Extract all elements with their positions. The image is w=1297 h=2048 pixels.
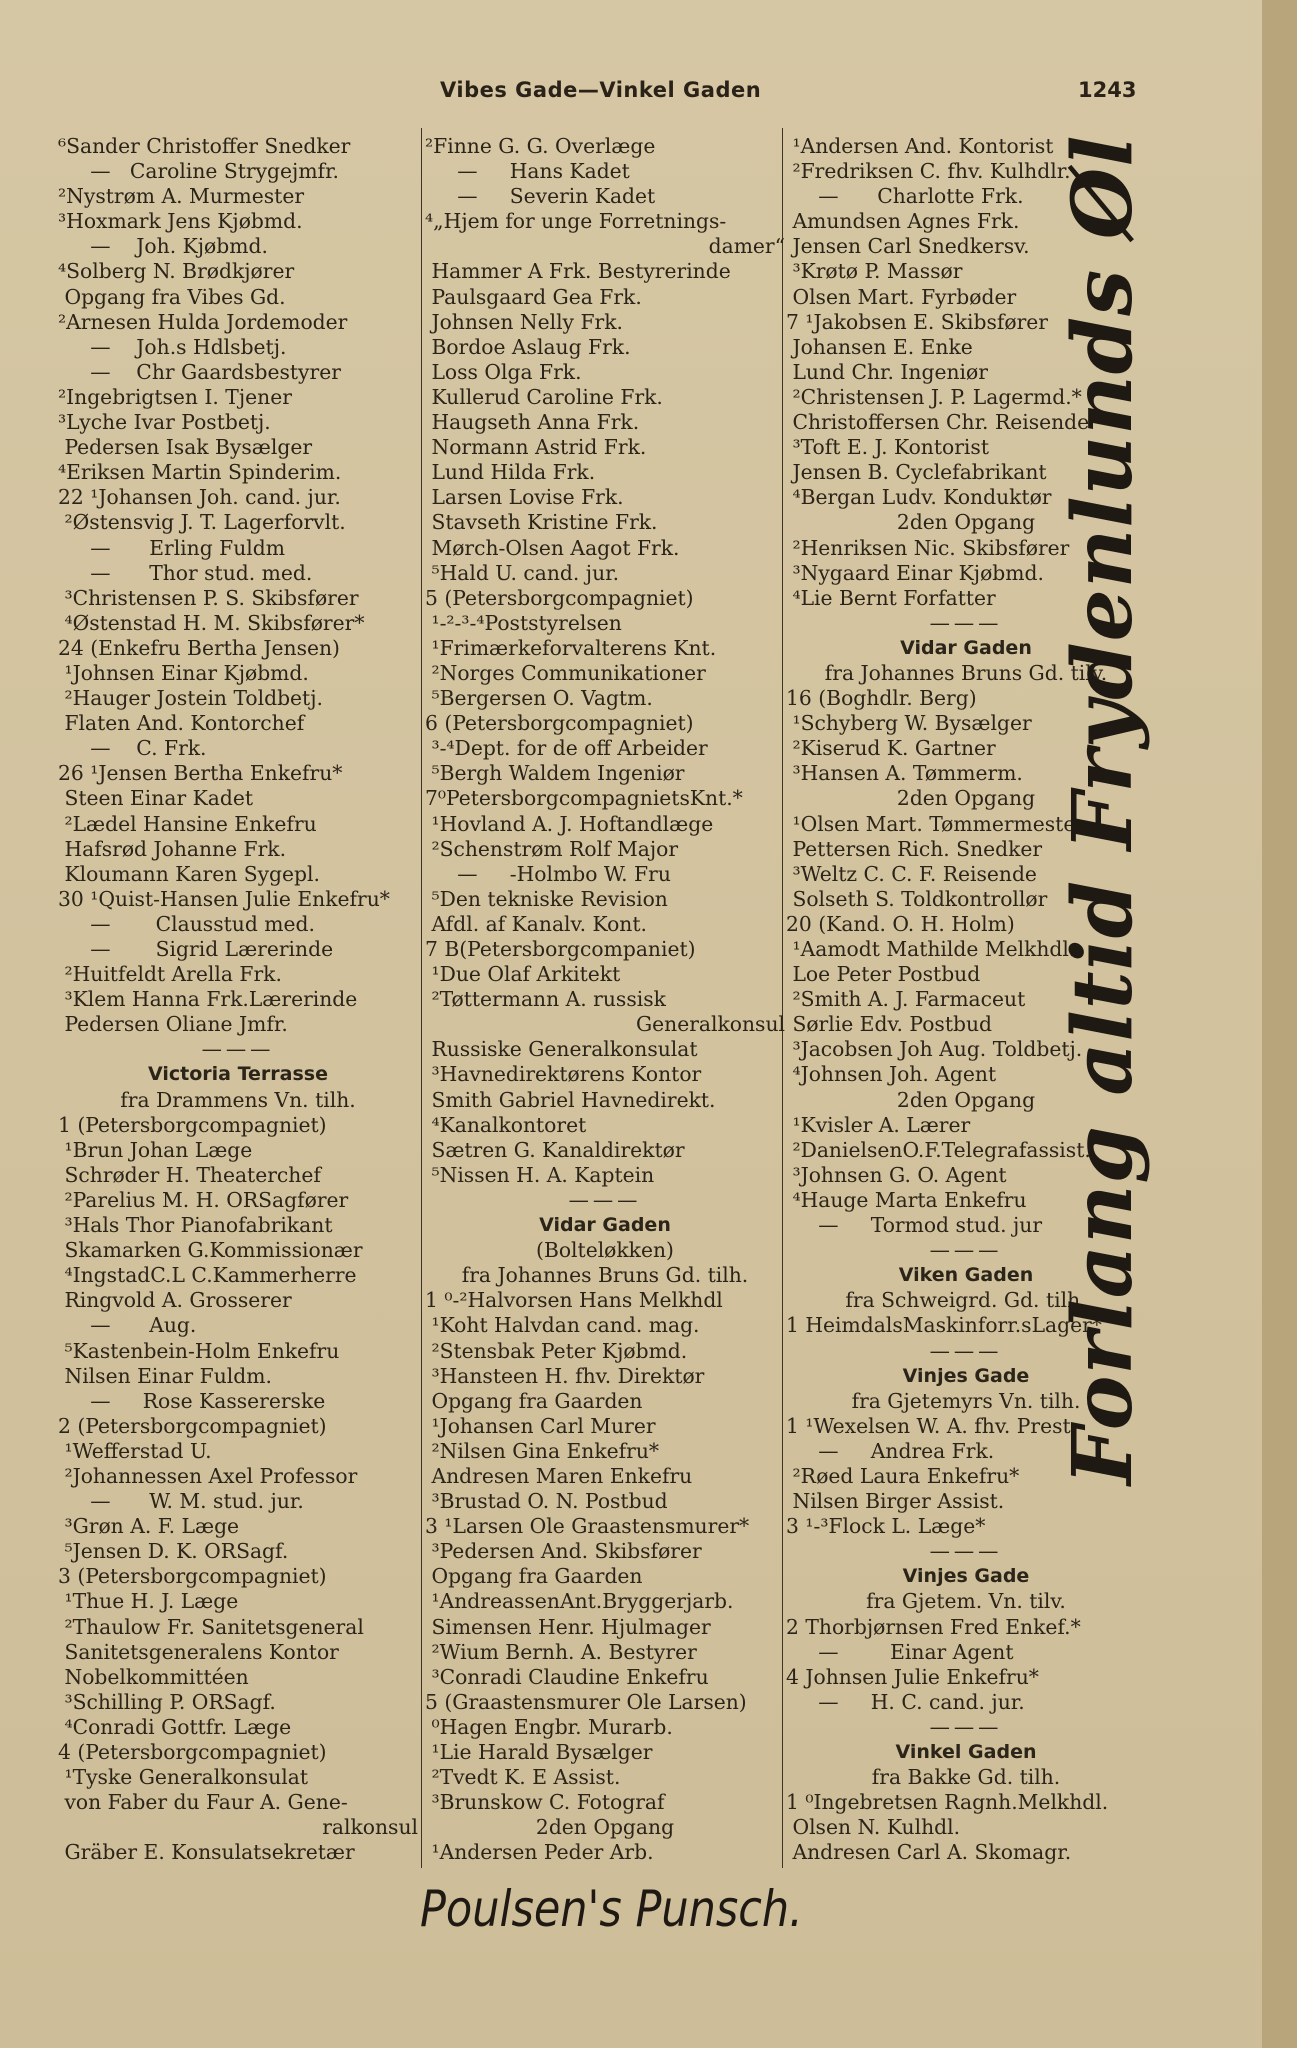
directory-entry: 7 B(Petersborgcompaniet)	[425, 937, 696, 961]
directory-entry: ²Thaulow Fr. Sanitetsgeneral	[58, 1614, 364, 1639]
directory-entry: ⁴Bergan Ludv. Konduktør	[786, 485, 1052, 510]
directory-entry: Loss Olga Frk.	[425, 359, 582, 384]
directory-entry: — Aug.	[58, 1313, 197, 1338]
directory-entry: ²Nystrøm A. Murmester	[58, 184, 305, 209]
directory-entry: ³Klem Hanna Frk.Lærerinde	[58, 987, 358, 1012]
directory-entry: 1 (Petersborgcompagniet)	[58, 1112, 327, 1137]
directory-entry: ⁴Solberg N. Brødkjører	[58, 259, 295, 284]
directory-entry: ³Hansen A. Tømmerm.	[786, 761, 1023, 786]
directory-entry: ²Lædel Hansine Enkefru	[58, 811, 317, 836]
street-heading: Viken Gaden	[898, 1264, 1034, 1287]
directory-entry: Sætren G. Kanaldirektør	[425, 1137, 685, 1162]
directory-entry: Flaten And. Kontorchef	[58, 711, 305, 736]
directory-entry: Mørch-Olsen Aagot Frk.	[425, 535, 680, 560]
directory-entry: Kullerud Caroline Frk.	[425, 384, 663, 409]
directory-entry: Andresen Maren Enkefru	[425, 1463, 693, 1488]
directory-entry: ²Nilsen Gina Enkefru*	[425, 1438, 660, 1463]
directory-entry: 5 (Graastensmurer Ole Larsen)	[425, 1689, 747, 1714]
column-divider	[421, 128, 422, 1868]
directory-entry: ¹Lie Harald Bysælger	[425, 1740, 653, 1764]
section-separator: ———	[929, 1539, 1003, 1564]
directory-entry: 22 ¹Johansen Joh. cand. jur.	[58, 485, 341, 510]
directory-entry: ¹Frimærkeforvalterens Knt.	[425, 635, 717, 660]
directory-entry: ³Johnsen G. O. Agent	[786, 1162, 1007, 1187]
directory-entry: — Caroline Strygejmfr.	[58, 159, 339, 184]
directory-entry: 30 ¹Quist-Hansen Julie Enkefru*	[58, 886, 390, 911]
street-heading: Vinkel Gaden	[895, 1741, 1037, 1763]
directory-entry: 20 (Kand. O. H. Holm)	[786, 911, 1015, 936]
directory-entry: 16 (Boghdlr. Berg)	[786, 686, 977, 711]
directory-entry: — Rose Kassererske	[58, 1388, 326, 1413]
directory-entry: 2 (Petersborgcompagniet)	[58, 1413, 327, 1438]
directory-entry: Russiske Generalkonsulat	[425, 1037, 698, 1062]
directory-entry: ²Hauger Jostein Toldbetj.	[58, 686, 323, 711]
directory-entry: Loe Peter Postbud	[786, 962, 981, 987]
directory-entry: fra Drammens Vn. tilh.	[120, 1087, 356, 1112]
directory-entry: Lund Hilda Frk.	[425, 460, 596, 485]
directory-entry: ¹Johansen Carl Murer	[425, 1413, 656, 1438]
directory-entry: Nilsen Birger Assist.	[786, 1489, 1005, 1514]
directory-entry: Johnsen Nelly Frk.	[425, 309, 623, 334]
directory-entry: ²Kiserud K. Gartner	[786, 736, 996, 761]
directory-entry: 1 ¹Wexelsen W. A. fhv. Prest	[786, 1413, 1071, 1438]
directory-entry: ¹Schyberg W. Bysælger	[786, 711, 1032, 736]
directory-column-1	[58, 134, 418, 1865]
directory-entry: ³Krøtø P. Massør	[786, 259, 963, 284]
directory-entry: ³Weltz C. C. F. Reisende	[786, 861, 1037, 886]
directory-entry: ³Schilling P. ORSagf.	[58, 1689, 276, 1714]
directory-entry: ⁴Lie Bernt Forfatter	[786, 585, 996, 610]
directory-entry: ¹Brun Johan Læge	[58, 1137, 253, 1162]
section-separator: ———	[929, 1714, 1003, 1739]
directory-entry: ¹Koht Halvdan cand. mag.	[425, 1313, 700, 1338]
directory-entry: ⁵Bergersen O. Vagtm.	[425, 686, 653, 711]
directory-entry: — Joh.s Hdlsbetj.	[58, 334, 287, 359]
directory-entry: fra Johannes Bruns Gd. tilv.	[824, 660, 1108, 685]
section-separator: ———	[201, 1037, 275, 1062]
directory-entry: 1 ⁰Ingebretsen Ragnh.Melkhdl.	[786, 1790, 1109, 1815]
directory-entry: 3 ¹-³Flock L. Læge*	[786, 1514, 986, 1539]
directory-column-2	[425, 134, 785, 1865]
directory-entry: ³Toft E. J. Kontorist	[786, 435, 989, 460]
directory-entry: Opgang fra Vibes Gd.	[58, 284, 286, 309]
directory-entry: — Erling Fuldm	[58, 535, 285, 560]
directory-entry: ⁵Nissen H. A. Kaptein	[425, 1162, 655, 1187]
directory-entry: Olsen Mart. Fyrbøder	[786, 284, 1017, 309]
directory-entry: — -Holmbo W. Fru	[425, 861, 671, 886]
directory-entry: Pettersen Rich. Snedker	[786, 836, 1043, 861]
bottom-advertisement: Poulsen's Punsch.	[420, 1880, 803, 1938]
street-heading: Victoria Terrasse	[148, 1063, 328, 1086]
directory-entry: Amundsen Agnes Frk.	[786, 209, 1020, 234]
directory-entry: — Sigrid Lærerinde	[58, 937, 334, 961]
directory-entry: ⁵Hald U. cand. jur.	[425, 560, 620, 585]
directory-entry: 26 ¹Jensen Bertha Enkefru*	[58, 761, 343, 786]
directory-entry: Lund Chr. Ingeniør	[786, 359, 988, 384]
directory-entry: fra Gjetemyrs Vn. tilh.	[851, 1388, 1081, 1413]
directory-entry: Olsen N. Kulhdl.	[786, 1815, 961, 1840]
directory-entry: fra Gjetem. Vn. tilv.	[866, 1589, 1066, 1614]
directory-entry: Opgang fra Gaarden	[425, 1388, 643, 1413]
directory-entry: ¹Wefferstad U.	[58, 1438, 212, 1463]
directory-entry: 2den Opgang	[896, 786, 1036, 811]
directory-entry: 2den Opgang	[896, 510, 1036, 535]
directory-entry: Jensen B. Cyclefabrikant	[786, 460, 1047, 485]
directory-entry: ²Schenstrøm Rolf Major	[425, 836, 679, 861]
directory-entry: Jensen Carl Snedkersv.	[786, 234, 1030, 259]
directory-entry: ⁵Kastenbein-Holm Enkefru	[58, 1338, 340, 1363]
directory-entry: Haugseth Anna Frk.	[425, 410, 640, 435]
directory-entry: — Charlotte Frk.	[786, 184, 1024, 209]
directory-entry: ²Parelius M. H. ORSagfører	[58, 1187, 349, 1212]
directory-entry: ¹Andersen Peder Arb.	[425, 1840, 654, 1865]
directory-entry: ²Ingebrigtsen I. Tjener	[58, 384, 292, 409]
directory-entry: Bordoe Aslaug Frk.	[425, 334, 631, 359]
directory-entry: ⁵Den tekniske Revision	[425, 886, 668, 911]
directory-entry: ⁵Jensen D. K. ORSagf.	[58, 1539, 289, 1564]
section-separator: ———	[929, 1238, 1003, 1263]
section-separator: ———	[568, 1187, 642, 1212]
directory-entry: Sørlie Edv. Postbud	[786, 1012, 993, 1037]
directory-entry: von Faber du Faur A. Gene-	[58, 1790, 348, 1815]
directory-entry: ²DanielsenO.F.Telegrafassist.	[786, 1137, 1091, 1162]
directory-entry: 2 Thorbjørnsen Fred Enkef.*	[786, 1614, 1081, 1639]
directory-entry: ²Røed Laura Enkefru*	[786, 1463, 1020, 1488]
directory-entry: ²Arnesen Hulda Jordemoder	[58, 309, 348, 334]
directory-entry: Gräber E. Konsulatsekretær	[58, 1840, 355, 1865]
directory-entry: fra Schweigrd. Gd. tilh.	[845, 1288, 1087, 1313]
directory-entry: ²Henriksen Nic. Skibsfører	[786, 535, 1070, 560]
directory-entry: — Einar Agent	[786, 1639, 1014, 1664]
directory-entry: 6 (Petersborgcompagniet)	[425, 711, 694, 736]
directory-entry: ³Hals Thor Pianofabrikant	[58, 1213, 333, 1238]
directory-entry: ⁴„Hjem for unge Forretnings-	[425, 209, 727, 234]
directory-entry: Kloumann Karen Sygepl.	[58, 861, 320, 886]
directory-entry: fra Johannes Bruns Gd. tilh.	[461, 1263, 749, 1288]
directory-entry: Nobelkommittéen	[58, 1664, 249, 1689]
directory-entry: ³Grøn A. F. Læge	[58, 1514, 240, 1539]
directory-entry: ¹-²-³-⁴Poststyrelsen	[425, 610, 622, 635]
section-separator: ———	[929, 1338, 1003, 1363]
directory-entry: Pedersen Oliane Jmfr.	[58, 1012, 288, 1037]
directory-entry: ³Jacobsen Joh Aug. Toldbetj.	[786, 1037, 1083, 1062]
directory-entry: ³Christensen P. S. Skibsfører	[58, 585, 359, 610]
directory-entry: — Andrea Frk.	[786, 1438, 995, 1463]
directory-entry: ralkonsul	[322, 1815, 418, 1840]
directory-entry: Pedersen Isak Bysælger	[58, 435, 313, 460]
directory-entry: ³Lyche Ivar Postbetj.	[58, 410, 271, 435]
directory-entry: ²Huitfeldt Arella Frk.	[58, 962, 282, 987]
vertical-advertisement: Forlang altid Frydenlunds Øl	[1055, 134, 1151, 1485]
directory-entry: ¹Aamodt Mathilde Melkhdl.	[786, 937, 1076, 961]
directory-entry: ¹Kvisler A. Lærer	[786, 1112, 971, 1137]
page-edge	[1262, 0, 1297, 2048]
directory-entry: ⁴Johnsen Joh. Agent	[786, 1062, 997, 1087]
directory-entry: ⁵Bergh Waldem Ingeniør	[425, 761, 685, 786]
directory-entry: ⁴Østenstad H. M. Skibsfører*	[58, 610, 365, 635]
directory-entry: Generalkonsul	[635, 1012, 785, 1037]
directory-entry: Solseth S. Toldkontrollør	[786, 886, 1048, 911]
directory-entry: ¹AndreassenAnt.Bryggerjarb.	[425, 1589, 734, 1614]
directory-entry: Andresen Carl A. Skomagr.	[786, 1840, 1072, 1865]
directory-entry: ²Smith A. J. Farmaceut	[786, 987, 1026, 1012]
directory-entry: ³Pedersen And. Skibsfører	[425, 1539, 702, 1564]
directory-entry: Hammer A Frk. Bestyrerinde	[425, 259, 731, 284]
directory-entry: 5 (Petersborgcompagniet)	[425, 585, 694, 610]
directory-entry: 3 (Petersborgcompagniet)	[58, 1564, 327, 1589]
street-heading: Vinjes Gade	[902, 1364, 1030, 1387]
directory-entry: — H. C. cand. jur.	[786, 1689, 1025, 1714]
directory-entry: ³Brunskow C. Fotograf	[425, 1790, 665, 1815]
directory-entry: ²Tøttermann A. russisk	[425, 987, 666, 1012]
directory-entry: 7 ¹Jakobsen E. Skibsfører	[786, 309, 1048, 334]
directory-entry: — Clausstud med.	[58, 911, 315, 936]
directory-entry: 24 (Enkefru Bertha Jensen)	[58, 635, 340, 660]
directory-entry: Simensen Henr. Hjulmager	[425, 1614, 711, 1639]
directory-entry: ⁴Hauge Marta Enkefru	[786, 1187, 1027, 1212]
page-number: 1243	[1078, 78, 1137, 102]
directory-entry: 3 ¹Larsen Ole Graastensmurer*	[425, 1514, 750, 1539]
directory-entry: ²Tvedt K. E Assist.	[425, 1765, 621, 1790]
directory-entry: ²Stensbak Peter Kjøbmd.	[425, 1338, 688, 1363]
directory-entry: ¹Thue H. J. Læge	[58, 1589, 239, 1614]
directory-entry: 1 ⁰-²Halvorsen Hans Melkhdl	[425, 1288, 723, 1313]
directory-entry: ²Johannessen Axel Professor	[58, 1463, 358, 1488]
directory-entry: — Severin Kadet	[425, 184, 656, 209]
directory-entry: Stavseth Kristine Frk.	[425, 510, 658, 535]
directory-entry: (Bolteløkken)	[536, 1238, 674, 1263]
directory-entry: ⁰Hagen Engbr. Murarb.	[425, 1714, 673, 1739]
directory-entry: Skamarken G.Kommissionær	[58, 1238, 363, 1263]
directory-entry: — Chr Gaardsbestyrer	[58, 359, 341, 384]
directory-entry: ³Hoxmark Jens Kjøbmd.	[58, 209, 303, 234]
directory-entry: Christoffersen Chr. Reisende	[786, 410, 1090, 435]
directory-entry: Normann Astrid Frk.	[425, 435, 647, 460]
street-heading: Vinjes Gade	[902, 1565, 1030, 1588]
page-header-title: Vibes Gade—Vinkel Gaden	[440, 78, 762, 102]
directory-entry: Ringvold A. Grosserer	[58, 1288, 292, 1313]
directory-entry: ⁴IngstadC.L C.Kammerherre	[58, 1263, 357, 1288]
directory-entry: ¹Andersen And. Kontorist	[786, 134, 1054, 158]
directory-entry: ²Fredriksen C. fhv. Kulhdlr.	[786, 159, 1071, 184]
directory-entry: ²Østensvig J. T. Lagerforvlt.	[58, 510, 346, 535]
directory-entry: 7⁰PetersborgcompagnietsKnt.*	[425, 786, 743, 811]
directory-entry: ¹Due Olaf Arkitekt	[425, 962, 621, 987]
directory-entry: Johansen E. Enke	[786, 334, 973, 359]
directory-entry: — C. Frk.	[58, 736, 207, 761]
street-heading: Vidar Gaden	[900, 636, 1032, 659]
street-heading: Vidar Gaden	[539, 1214, 671, 1237]
directory-entry: ²Finne G. G. Overlæge	[425, 134, 656, 158]
directory-entry: Afdl. af Kanalv. Kont.	[425, 911, 647, 936]
directory-entry: ²Wium Bernh. A. Bestyrer	[425, 1639, 697, 1664]
directory-entry: damer“	[708, 234, 785, 259]
directory-entry: ¹Olsen Mart. Tømmermester	[786, 811, 1086, 836]
directory-entry: 2den Opgang	[535, 1815, 675, 1840]
directory-entry: Opgang fra Gaarden	[425, 1564, 643, 1589]
directory-entry: — Joh. Kjøbmd.	[58, 234, 268, 259]
directory-entry: ³-⁴Dept. for de off Arbeider	[425, 736, 708, 761]
directory-entry: ²Christensen J. P. Lagermd.*	[786, 384, 1082, 409]
directory-entry: Sanitetsgeneralens Kontor	[58, 1639, 339, 1664]
directory-entry: ²Norges Communikationer	[425, 660, 706, 685]
directory-entry: ³Nygaard Einar Kjøbmd.	[786, 560, 1044, 585]
directory-entry: Paulsgaard Gea Frk.	[425, 284, 642, 309]
directory-entry: Nilsen Einar Fuldm.	[58, 1363, 272, 1388]
directory-entry: Steen Einar Kadet	[58, 786, 253, 811]
directory-entry: ¹Johnsen Einar Kjøbmd.	[58, 660, 309, 685]
directory-entry: ⁶Sander Christoffer Snedker	[58, 134, 351, 158]
directory-entry: 4 (Petersborgcompagniet)	[58, 1740, 327, 1764]
section-separator: ———	[929, 610, 1003, 635]
directory-entry: — Hans Kadet	[425, 159, 630, 184]
directory-entry: ³Hansteen H. fhv. Direktør	[425, 1363, 705, 1388]
directory-entry: Smith Gabriel Havnedirekt.	[425, 1087, 716, 1112]
directory-entry: ³Conradi Claudine Enkefru	[425, 1664, 709, 1689]
directory-entry: 1 HeimdalsMaskinforr.sLager*	[786, 1313, 1102, 1338]
directory-entry: Hafsrød Johanne Frk.	[58, 836, 287, 861]
directory-entry: ³Brustad O. N. Postbud	[425, 1489, 668, 1514]
directory-entry: fra Bakke Gd. tilh.	[871, 1765, 1061, 1790]
directory-entry: ³Havnedirektørens Kontor	[425, 1062, 702, 1087]
directory-entry: ¹Hovland A. J. Hoftandlæge	[425, 811, 714, 836]
directory-entry: 4 Johnsen Julie Enkefru*	[786, 1664, 1039, 1689]
directory-entry: ⁴Kanalkontoret	[425, 1112, 587, 1137]
directory-entry: ¹Tyske Generalkonsulat	[58, 1765, 309, 1790]
directory-entry: ⁴Conradi Gottfr. Læge	[58, 1714, 292, 1739]
directory-entry: Schrøder H. Theaterchef	[58, 1162, 321, 1187]
directory-entry: — W. M. stud. jur.	[58, 1489, 304, 1514]
directory-entry: 2den Opgang	[896, 1087, 1036, 1112]
directory-entry: Larsen Lovise Frk.	[425, 485, 624, 510]
directory-entry: ⁴Eriksen Martin Spinderim.	[58, 460, 342, 485]
directory-entry: — Tormod stud. jur	[786, 1213, 1043, 1238]
directory-entry: — Thor stud. med.	[58, 560, 313, 585]
